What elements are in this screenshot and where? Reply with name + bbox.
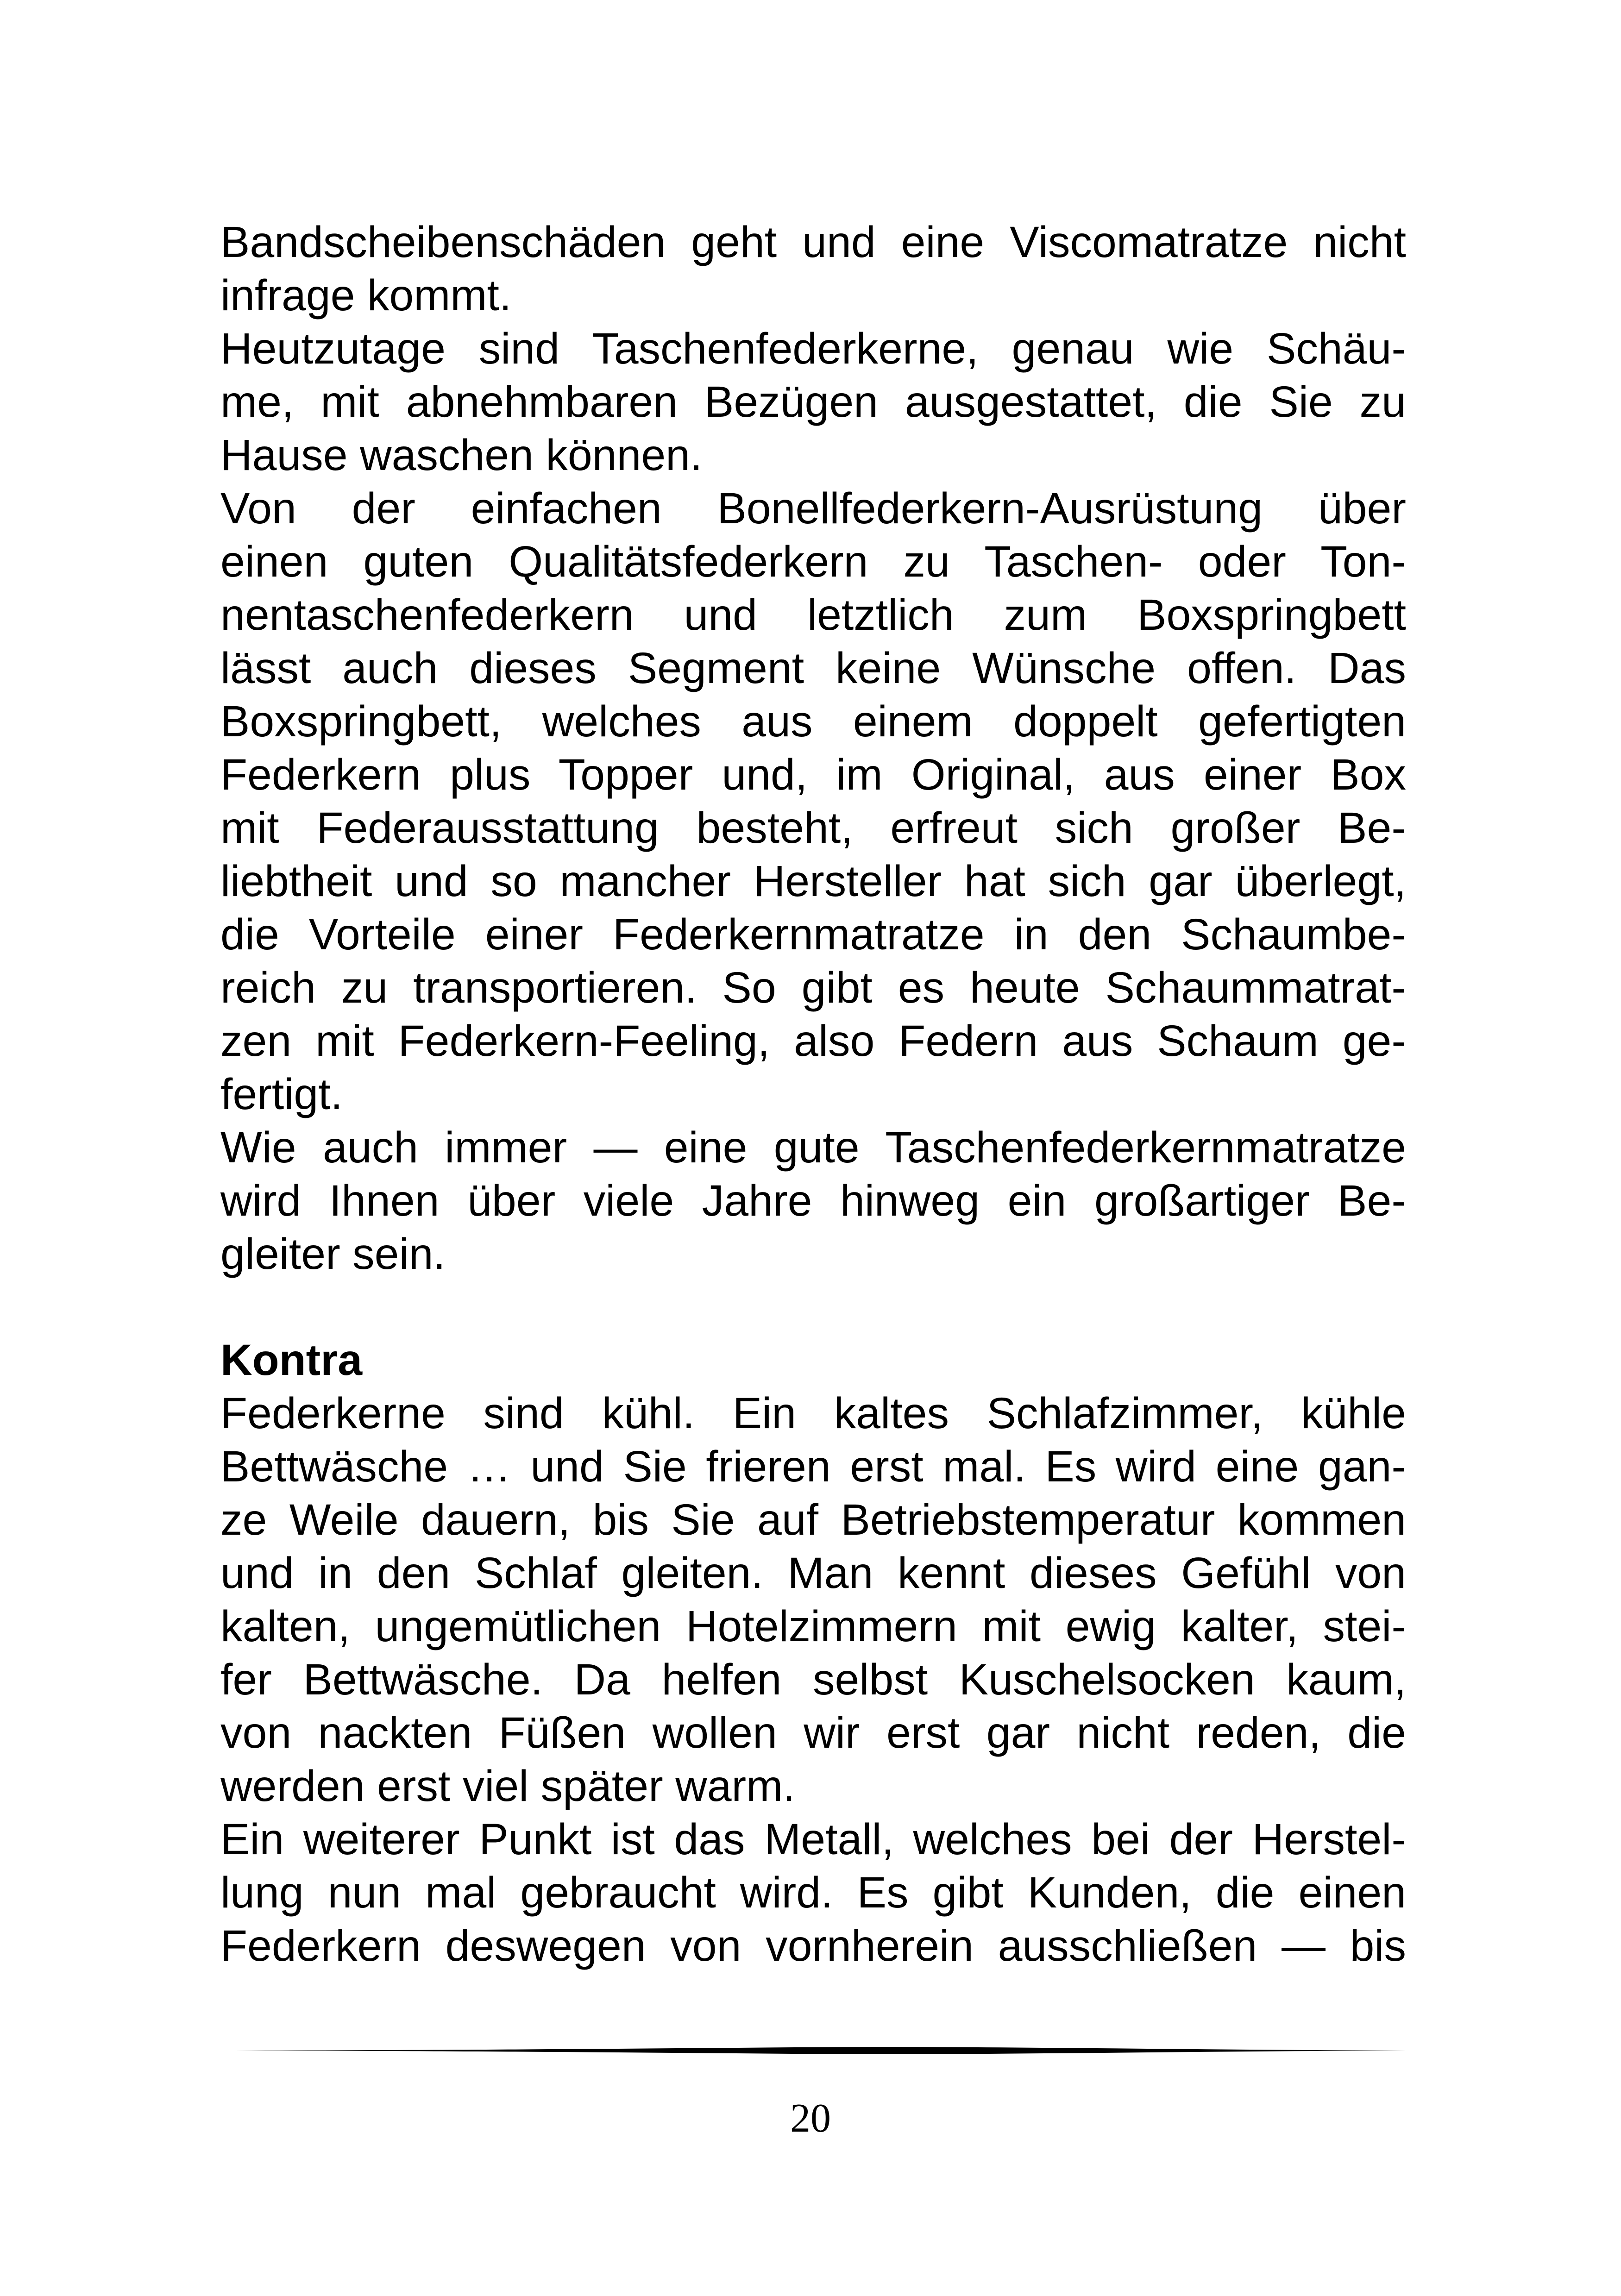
text-line: kalten, ungemütlichen Hotelzimmern mit ewig kalter, stei- (220, 1602, 1406, 1651)
text-line: werden erst viel später warm. (220, 1762, 795, 1811)
text-line: gleiter sein. (220, 1230, 446, 1279)
text-line: ze Weile dauern, bis Sie auf Betriebstemperatur kommen (220, 1495, 1406, 1544)
text-line: die Vorteile einer Federkernmatratze in den Schaumbe- (220, 910, 1406, 959)
text-line: einen guten Qualitätsfederkern zu Taschen- oder Ton- (220, 537, 1406, 586)
text-line: lung nun mal gebraucht wird. Es gibt Kunden, die einen (220, 1868, 1406, 1917)
text-line: fer Bettwäsche. Da helfen selbst Kuschelsocken kaum, (220, 1655, 1406, 1704)
text-line: Heutzutage sind Taschenfederkerne, genau wie Schäu- (220, 324, 1406, 373)
text-line: Wie auch immer — eine gute Taschenfederkernmatratze (220, 1123, 1406, 1172)
text-line: zen mit Federkern-Feeling, also Federn aus Schaum ge- (220, 1016, 1406, 1066)
body-text-top (220, 216, 1406, 1281)
text-line: Federkerne sind kühl. Ein kaltes Schlafzimmer, kühle (220, 1389, 1406, 1438)
body-text-kontra (220, 1334, 1406, 1973)
section-heading: Kontra (220, 1336, 363, 1385)
footer-divider (220, 2045, 1406, 2057)
text-line: Hause waschen können. (220, 431, 703, 480)
page-number: 20 (790, 2096, 831, 2141)
text-line: Bettwäsche … und Sie frieren erst mal. Es wird eine gan- (220, 1442, 1406, 1491)
text-line: Boxspringbett, welches aus einem doppelt gefertigten (220, 697, 1406, 746)
text-line: Von der einfachen Bonellfederkern-Ausrüstung über (220, 484, 1406, 533)
text-line: liebtheit und so mancher Hersteller hat sich gar überlegt, (220, 857, 1406, 906)
text-line: infrage kommt. (220, 271, 512, 320)
text-line: Federkern plus Topper und, im Original, aus einer Box (220, 750, 1406, 799)
text-line: Bandscheibenschäden geht und eine Viscomatratze nicht (220, 218, 1406, 267)
text-line: Ein weiterer Punkt ist das Metall, welches bei der Herstel- (220, 1815, 1406, 1864)
text-line: von nackten Füßen wollen wir erst gar nicht reden, die (220, 1708, 1406, 1757)
text-line: nentaschenfederkern und letztlich zum Boxspringbett (220, 590, 1406, 640)
text-line: wird Ihnen über viele Jahre hinweg ein großartiger Be- (220, 1176, 1406, 1225)
text-line: me, mit abnehmbaren Bezügen ausgestattet, die Sie zu (220, 377, 1406, 427)
text-line: lässt auch dieses Segment keine Wünsche offen. Das (220, 644, 1406, 693)
text-line: fertigt. (220, 1070, 343, 1119)
text-line: und in den Schlaf gleiten. Man kennt dieses Gefühl von (220, 1549, 1406, 1598)
text-line: Federkern deswegen von vornherein ausschließen — bis (220, 1921, 1406, 1970)
text-line: reich zu transportieren. So gibt es heute Schaummatrat- (220, 963, 1406, 1012)
text-line: mit Federausstattung besteht, erfreut sich großer Be- (220, 803, 1406, 853)
